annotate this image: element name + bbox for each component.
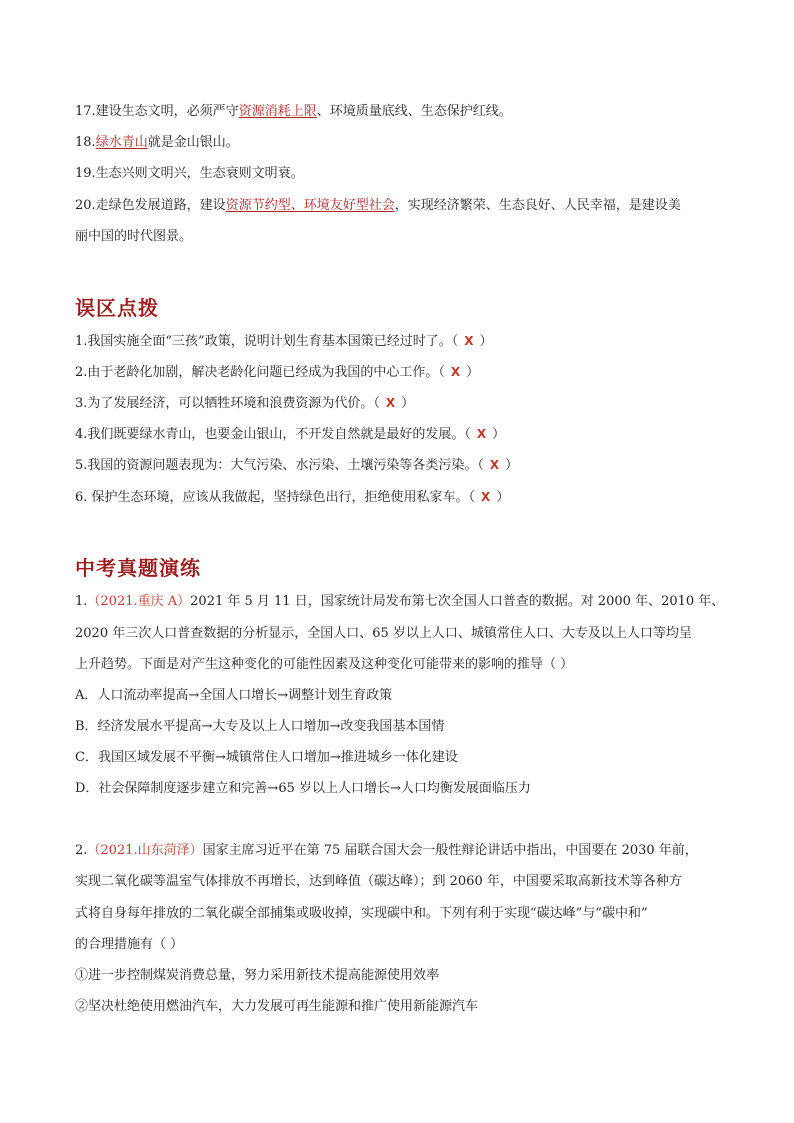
section-heading-misconceptions: 误区点拨 — [75, 296, 159, 320]
question-text: 国家主席习近平在第 75 届联合国大会一般性辩论讲话中指出，中国要在 2030 年前， — [202, 843, 698, 858]
option-b: B．经济发展水平提高→大专及以上人口增加→改变我国基本国情 — [75, 719, 445, 734]
underlined-keyword: 资源消耗上限 — [238, 104, 317, 119]
text: 17.建设生态文明，必须严守 — [75, 104, 239, 119]
text: ，实现经济繁荣、生态良好、人民幸福，是建设美 — [394, 198, 681, 213]
option-d: D．社会保障制度逐步建立和完善→65 岁以上人口增长→人口均衡发展面临压力 — [75, 781, 531, 796]
text: 18. — [75, 135, 96, 150]
misconception-item — [75, 488, 509, 507]
misconception-item — [75, 456, 518, 475]
misconception-item — [75, 363, 479, 382]
wrong-mark: X — [385, 396, 396, 410]
question-source: （2021.山东菏泽） — [87, 843, 203, 858]
close-paren: ） — [466, 365, 480, 380]
wrong-mark: X — [489, 458, 500, 472]
question-1-line-3: 上升趋势。下面是对产生这种变化的可能性因素及这种变化可能带来的影响的推导（ ） — [75, 657, 574, 672]
question-number: 1. — [75, 594, 88, 609]
underlined-keyword: 资源节约型、环境友好型社会 — [225, 198, 395, 213]
item-text: 1.我国实施全面“三孩”政策，说明计划生育基本国策已经过时了。（ — [75, 334, 459, 349]
question-2-line-3: 式将自身每年排放的二氧化碳全部捕集或吸收掉，实现碳中和。下列有利于实现“碳达峰”与“碳中和” — [75, 906, 648, 921]
question-source: （2021.重庆 A） — [87, 594, 191, 609]
question-1-line-2: 2020 年三次人口普查数据的分析显示，全国人口、65 岁以上人口、城镇常住人口、大专及以上人口等均呈 — [75, 626, 692, 641]
item-text: 4.我们既要绿水青山，也要金山银山，不开发自然就是最好的发展。（ — [75, 427, 471, 442]
option-a: A．人口流动率提高→全国人口增长→调整计划生育政策 — [75, 688, 393, 703]
item-text: 5.我国的资源问题表现为：大气污染、水污染、土壤污染等各类污染。（ — [75, 458, 484, 473]
close-paren: ） — [492, 427, 506, 442]
misconception-item — [75, 394, 414, 413]
item-text: 3.为了发展经济，可以牺牲环境和浪费资源为代价。（ — [75, 396, 380, 411]
question-2-line-4: 的合理措施有（ ） — [75, 937, 184, 952]
close-paren: ） — [505, 458, 519, 473]
text: 20.走绿色发展道路，建设 — [75, 198, 226, 213]
misconception-item — [75, 425, 505, 444]
text: 就是金山银山。 — [147, 135, 239, 150]
statement-1: ①进一步控制煤炭消费总量，努力采用新技术提高能源使用效率 — [75, 968, 440, 983]
question-number: 2. — [75, 843, 88, 858]
misconception-item — [75, 332, 492, 351]
item-text: 2.由于老龄化加剧，解决老龄化问题已经成为我国的中心工作。（ — [75, 365, 445, 380]
question-2-line-2: 实现二氧化碳等温室气体排放不再增长，达到峰值（碳达峰）；到 2060 年，中国要采取高新技术等各种方 — [75, 874, 682, 889]
statement-2: ②坚决杜绝使用燃油汽车，大力发展可再生能源和推广使用新能源汽车 — [75, 999, 479, 1014]
knowledge-line-19: 19.生态兴则文明兴，生态衰则文明衰。 — [75, 166, 304, 181]
knowledge-line-20-cont: 丽中国的时代图景。 — [75, 229, 193, 244]
wrong-mark: X — [450, 365, 461, 379]
question-2-line-1 — [75, 842, 698, 860]
text: 、环境质量底线、生态保护红线。 — [316, 104, 512, 119]
question-1-line-1 — [75, 593, 724, 611]
knowledge-line-17 — [75, 103, 512, 121]
wrong-mark: X — [481, 490, 491, 504]
wrong-mark: X — [476, 427, 487, 441]
close-paren: ） — [496, 490, 510, 505]
option-c: C．我国区域发展不平衡→城镇常住人口增加→推进城乡一体化建设 — [75, 750, 458, 765]
item-text: 6. 保护生态环境，应该从我做起，坚持绿色出行，拒绝使用私家车。（ — [75, 490, 476, 505]
close-paren: ） — [401, 396, 415, 411]
underlined-keyword: 绿水青山 — [95, 135, 148, 150]
close-paren: ） — [479, 334, 493, 349]
knowledge-line-20 — [75, 197, 681, 215]
question-text: 2021 年 5 月 11 日，国家统计局发布第七次全国人口普查的数据。对 2000 年、2010 年、 — [190, 594, 725, 609]
knowledge-line-18 — [75, 134, 239, 152]
section-heading-exam: 中考真题演练 — [75, 556, 201, 580]
wrong-mark: X — [464, 334, 474, 348]
